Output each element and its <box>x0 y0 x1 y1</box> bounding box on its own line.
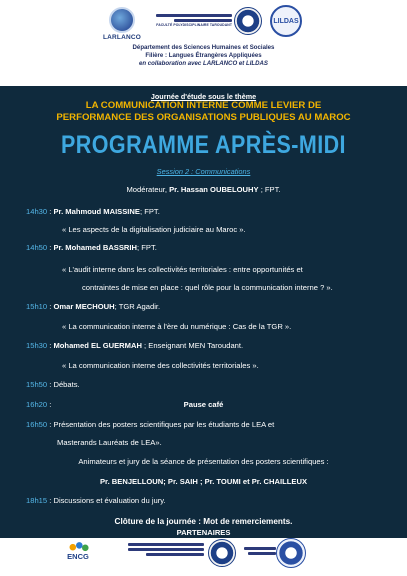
department-line: Département des Sciences Humaines et Sociales <box>132 44 275 51</box>
speaker-name: Mohamed EL GUERMAH <box>53 341 142 350</box>
separator: : <box>47 243 54 252</box>
larlanco-logo-text: LARLANCO <box>102 34 142 41</box>
study-day-heading: Journée d'étude sous le thème <box>150 92 257 101</box>
arabic-text-line <box>174 19 232 22</box>
time-slot: 16h50 <box>26 420 48 429</box>
speaker-affiliation: ; FPT. <box>137 243 157 252</box>
arabic-text-line <box>244 547 276 550</box>
talk-title: « La communication interne des collectivités territoriales ». <box>62 361 259 370</box>
university-ibn-zohr-seal-icon <box>276 538 306 568</box>
speaker-affiliation: ; FPT. <box>139 207 160 216</box>
schedule-text: Discussions et évaluation du jury. <box>53 496 166 505</box>
arabic-text-line <box>128 543 204 546</box>
time-slot: 18h15 <box>26 496 48 505</box>
arabic-text-line <box>146 553 204 556</box>
larlanco-emblem-icon <box>109 7 135 33</box>
separator: : <box>47 302 54 311</box>
speaker-name: Pr. Mohamed BASSRIH <box>53 243 138 252</box>
arabic-text-line <box>128 548 204 551</box>
time-slot: 15h30 <box>26 341 48 350</box>
separator: : <box>47 400 52 409</box>
coffee-break <box>0 400 407 410</box>
encg-logo-text: ENCG <box>67 552 89 561</box>
talk-title: « La communication interne à l'ère du numérique : Cas de la TGR ». <box>62 322 292 331</box>
moderator-name: Pr. Hassan OUBELOUHY <box>169 185 259 194</box>
event-title-line-1: LA COMMUNICATION INTERNE COMME LEVIER DE <box>85 100 322 111</box>
separator: : <box>47 207 54 216</box>
partner-faculty-logo <box>112 542 204 564</box>
session-heading: Session 2 : Communications <box>156 167 251 176</box>
moderator-label: Modérateur, <box>126 185 170 194</box>
jury-names <box>0 477 407 487</box>
lildas-logo <box>269 4 303 38</box>
organizer-block <box>0 44 407 69</box>
partner-seal-icon <box>208 539 236 567</box>
speaker-name: Omar MECHOUH <box>53 302 115 311</box>
university-seal-icon <box>233 6 263 36</box>
separator: : <box>47 341 54 350</box>
lildas-logo-text: LILDAS <box>273 17 299 25</box>
schedule-item <box>26 302 160 312</box>
coffee-break-label: Pause café <box>183 400 224 409</box>
schedule-text-continued: Masterands Lauréats de LEA». <box>57 438 162 447</box>
partners-heading: PARTENAIRES <box>176 528 231 537</box>
arabic-text-line <box>248 552 276 555</box>
closing-line: Clôture de la journée : Mot de remerciements. <box>114 517 293 526</box>
jury-intro: Animateurs et jury de la séance de présentation des posters scientifiques : <box>78 457 329 466</box>
talk-title-line-2: contraintes de mise en place : quel rôle pour la communication interne ? ». <box>82 283 333 292</box>
schedule-item <box>26 243 157 253</box>
speaker-affiliation: ; Enseignant MEN Taroudant. <box>141 341 244 350</box>
schedule-item <box>26 420 274 430</box>
speaker-name: Pr. Mahmoud MAISSINE <box>53 207 140 216</box>
separator: : <box>47 420 54 429</box>
encg-logo <box>60 540 96 570</box>
moderator-line <box>0 185 407 195</box>
programme-heading: PROGRAMME APRÈS-MIDI <box>61 131 346 159</box>
schedule-item <box>26 341 243 351</box>
separator: : <box>47 380 54 389</box>
partner-institute-logo <box>240 546 276 564</box>
time-slot: 16h20 <box>26 400 48 409</box>
separator: : <box>47 496 54 505</box>
schedule-item <box>26 380 80 390</box>
faculty-logo <box>150 8 232 32</box>
time-slot: 14h30 <box>26 207 48 216</box>
time-slot: 15h50 <box>26 380 48 389</box>
jury-names-text: Pr. BENJELLOUN; Pr. SAIH ; Pr. TOUMI et Pr. CHAILLEUX <box>99 477 308 486</box>
schedule-item <box>26 207 160 217</box>
moderator-affiliation: ; FPT. <box>258 185 281 194</box>
encg-emblem-icon <box>65 540 91 552</box>
schedule-text: Débats. <box>53 380 80 389</box>
schedule-text: Présentation des posters scientifiques par les étudiants de LEA et <box>53 420 275 429</box>
event-title <box>0 100 407 124</box>
filiere-line: Filière : Langues Étrangères Appliquées <box>145 52 262 60</box>
talk-title-line-1: « L'audit interne dans les collectivités territoriales : entre opportunités et <box>62 265 303 274</box>
collaboration-line: en collaboration avec LARLANCO et LILDAS <box>138 60 268 68</box>
talk-title: « Les aspects de la digitalisation judiciaire au Maroc ». <box>62 225 246 234</box>
header <box>0 0 407 85</box>
faculty-logo-text: FACULTÉ POLYDISCIPLINAIRE TAROUDANT <box>156 23 232 27</box>
time-slot: 14h50 <box>26 243 48 252</box>
arabic-text-line <box>156 14 232 17</box>
larlanco-logo <box>102 6 142 42</box>
speaker-affiliation: ; TGR Agadir. <box>114 302 161 311</box>
schedule-item <box>26 496 166 506</box>
time-slot: 15h10 <box>26 302 48 311</box>
event-title-line-2: PERFORMANCE DES ORGANISATIONS PUBLIQUES AU MAROC <box>56 111 351 123</box>
